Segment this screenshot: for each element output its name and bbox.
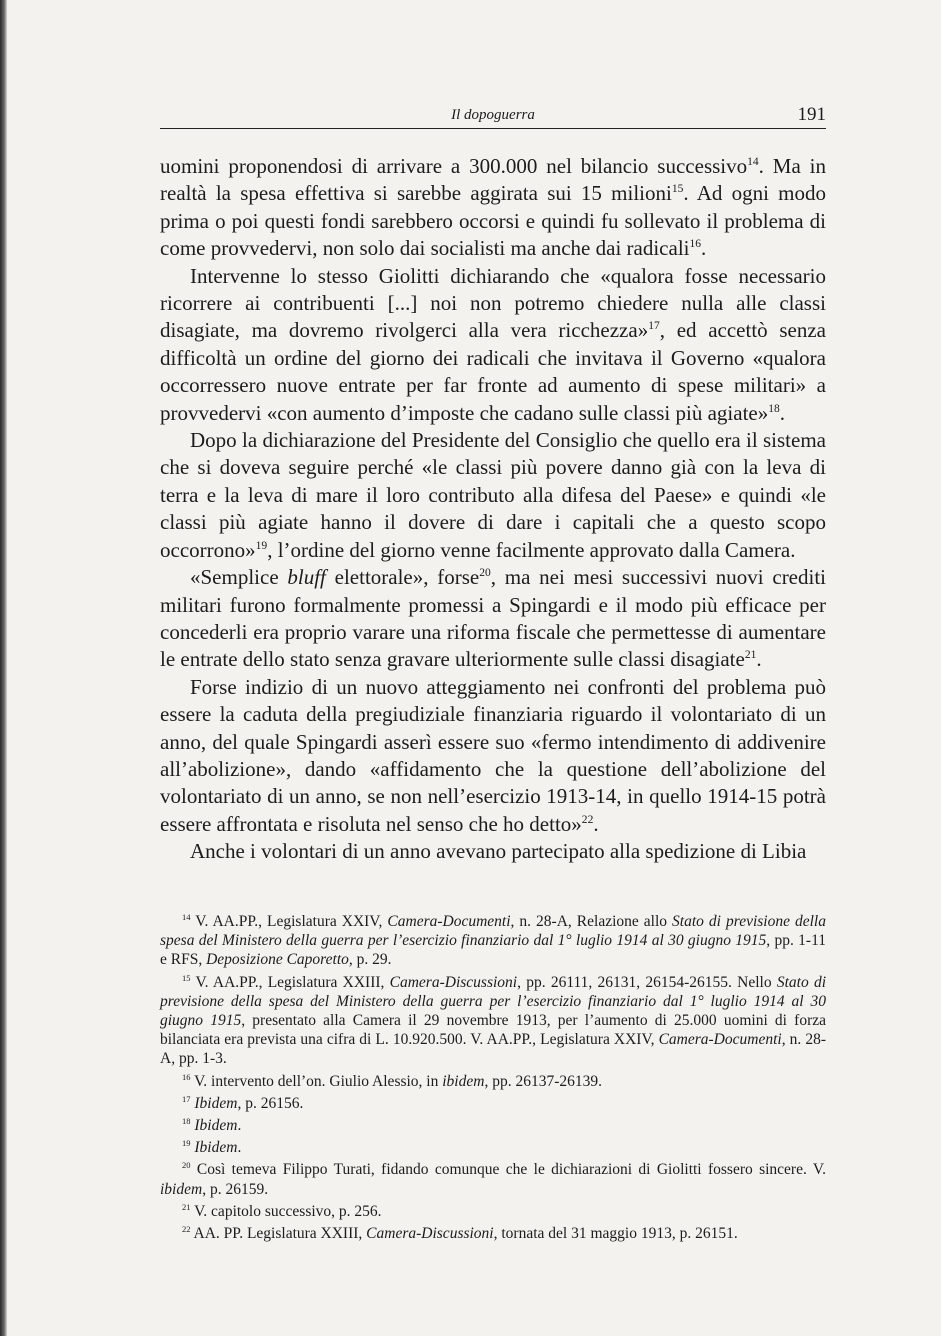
footnote-number: 21 [182,1201,191,1212]
italic-run: Camera-Documenti [658,1031,782,1049]
italic-run: Ibidem [194,1094,238,1112]
italic-run: Stato di previsione della spesa del Ministero della guerra per l’esercizio finanziario dal 1° luglio 1914 al 30 giugno 1915 [160,973,827,1030]
footnote-ref-22: 22 [581,813,594,826]
footnote-number: 22 [182,1223,191,1234]
text-run: V. capitolo successivo, p. 256. [190,1202,382,1220]
italic-run: Camera-Discussioni [366,1225,494,1243]
footnote-20 [160,1160,826,1198]
footnote-14 [160,912,826,970]
text-run: «Semplice [190,565,288,590]
text-run: . [779,400,786,425]
text-run: V. AA.PP., Legislatura XXIV, [190,913,388,930]
footnote-number: 18 [182,1115,191,1126]
footnotes [160,912,826,1243]
footnote-ref-18: 18 [768,402,780,415]
text-run: . [237,1117,242,1135]
text-run: . Ad ogni modo prima o poi questi fondi sarebbero occorsi e quindi fu sollevato il problema di come provvedervi, non solo dai socialisti ma anche dai radicali [160,181,826,261]
paragraph-3 [160,427,826,564]
text-run: Così temeva Filippo Turati, fidando comunque che le dichiarazioni di Giolitti fossero sincere. V. [190,1161,826,1179]
paragraph-1 [160,153,826,263]
footnote-15 [160,973,826,1069]
footnote-17 [160,1094,826,1113]
footnote-ref-15: 15 [671,183,684,196]
header-rule [160,128,826,129]
text-run: , tornata del 31 maggio 1913, p. 26151. [493,1225,738,1243]
italic-run: Camera-Documenti [387,913,511,930]
italic-run: Camera-Discussioni [389,973,518,991]
footnote-number: 17 [182,1093,191,1104]
text-run: , presentato alla Camera il 29 novembre 1913, per l’aumento di 25.000 uomini di forza bilanciata era prevista una cifra di L. 10.920.500. V. AA.PP., Legislatura XXIV, [160,1012,826,1049]
body-text [160,153,826,866]
book-spine-shadow [0,0,7,1336]
running-title: Il dopoguerra [451,107,535,123]
text-run: Dopo la dichiarazione del Presidente del Consiglio che quello era il sistema che si doveva seguire perché «le classi più povere danno già con la leva di terra e la leva di mare il loro contributo alla difesa del Paese» e quindi «le classi più agiate hanno il dovere di dare i capitali che a questo scopo occorrono» [160,428,826,562]
italic-run: ibidem [442,1072,485,1090]
text-run: Forse indizio di un nuovo atteggiamento nei confronti del problema può essere la caduta della pregiudiziale finanziaria riguardo il volontariato di un anno, del quale Spingardi asserì essere suo «fermo intendimento di addivenire all’abolizione», dando «affidamento che la questione dell’abolizione del volontariato di un anno, se non nell’esercizio 1913-14, in quello 1914-15 potrà essere affrontata e risoluta nel senso che ho detto» [160,674,826,836]
footnote-19 [160,1138,826,1157]
text-run: , pp. 26137-26139. [484,1072,602,1090]
italic-run: Ibidem [194,1117,238,1135]
text-run: , p. 26156. [237,1094,304,1112]
footnote-number: 14 [182,911,191,922]
footnote-ref-14: 14 [747,156,759,168]
footnote-ref-20: 20 [479,567,491,580]
text-run: , n. 28-A, pp. 1-3. [160,1031,826,1068]
footnote-number: 19 [182,1138,191,1149]
footnote-ref-17: 17 [648,320,660,333]
text-run: . [756,647,762,672]
footnote-18 [160,1116,826,1135]
footnote-ref-21: 21 [744,649,757,662]
text-run: , n. 28-A, Relazione allo [510,913,673,930]
paragraph-2 [160,263,826,427]
text-run: . Ma in realtà la spesa effettiva si sarebbe aggirata sui 15 milioni [160,154,826,206]
text-run: AA. PP. Legislatura XXIII, [190,1225,367,1243]
italic-run: Stato di previsione della spesa del Ministero della guerra per l’esercizio finanziario dal 1° luglio 1914 al 30 giugno 1915 [160,913,826,950]
text-run: , p. 29. [348,951,392,969]
text-run: uomini proponendosi di arrivare a 300.000 nel bilancio successivo [160,154,748,178]
text-run: , pp. 1-11 e RFS, [160,932,826,969]
footnote-ref-16: 16 [689,238,702,251]
text-run: , l’ordine del giorno venne facilmente approvato dalla Camera. [267,537,796,562]
text-run: elettorale», forse [325,565,480,590]
text-run: V. intervento dell’on. Giulio Alessio, in [190,1072,443,1090]
text-run: , ma nei mesi successivi nuovi crediti militari furono formalmente promessi a Spingardi e il modo più efficace per concederli era proprio varare una riforma fiscale che permettesse di aumentare le entrate dello stato senza gravare ulteriormente sulle classi disagiate [160,565,827,672]
text-run: Intervenne lo stesso Giolitti dichiarando che «qualora fosse necessario ricorrere ai contribuenti [...] noi non potremo chiedere nulla alle classi disagiate, ma dovremo rivolgerci alla vera ricchezza» [160,263,826,343]
footnote-number: 15 [182,972,191,983]
running-header [160,104,826,128]
paragraph-5 [160,674,826,838]
footnote-16 [160,1072,826,1091]
page-number: 191 [797,104,826,125]
italic-run: bluff [287,565,326,590]
italic-run: Ibidem [194,1139,238,1157]
paragraph-4 [160,564,826,674]
paragraph-6: Anche i volontari di un anno avevano partecipato alla spedizione di Libia [190,839,807,864]
text-run: , pp. 26111, 26131, 26154-26155. Nello [517,973,777,991]
footnote-ref-19: 19 [255,539,268,552]
footnote-number: 16 [182,1071,191,1082]
text-run: V. AA.PP., Legislatura XXIII, [190,973,390,991]
text-run: , ed accettò senza difficoltà un ordine del giorno dei radicali che invitava il Governo «qualora occorressero nuove entrate per far fronte ad aumento di spese militari» a provvedervi «con aumento d’imposte che cadano sulle classi più agiate» [160,318,826,425]
text-run: . [237,1139,242,1157]
footnote-number: 20 [182,1160,191,1171]
text-run: , p. 26159. [202,1180,269,1198]
italic-run: ibidem [160,1180,203,1198]
footnote-22 [160,1224,826,1243]
text-run: . [593,811,599,836]
italic-run: Deposizione Caporetto [206,951,349,969]
footnote-21 [160,1202,826,1221]
text-run: . [701,236,707,261]
